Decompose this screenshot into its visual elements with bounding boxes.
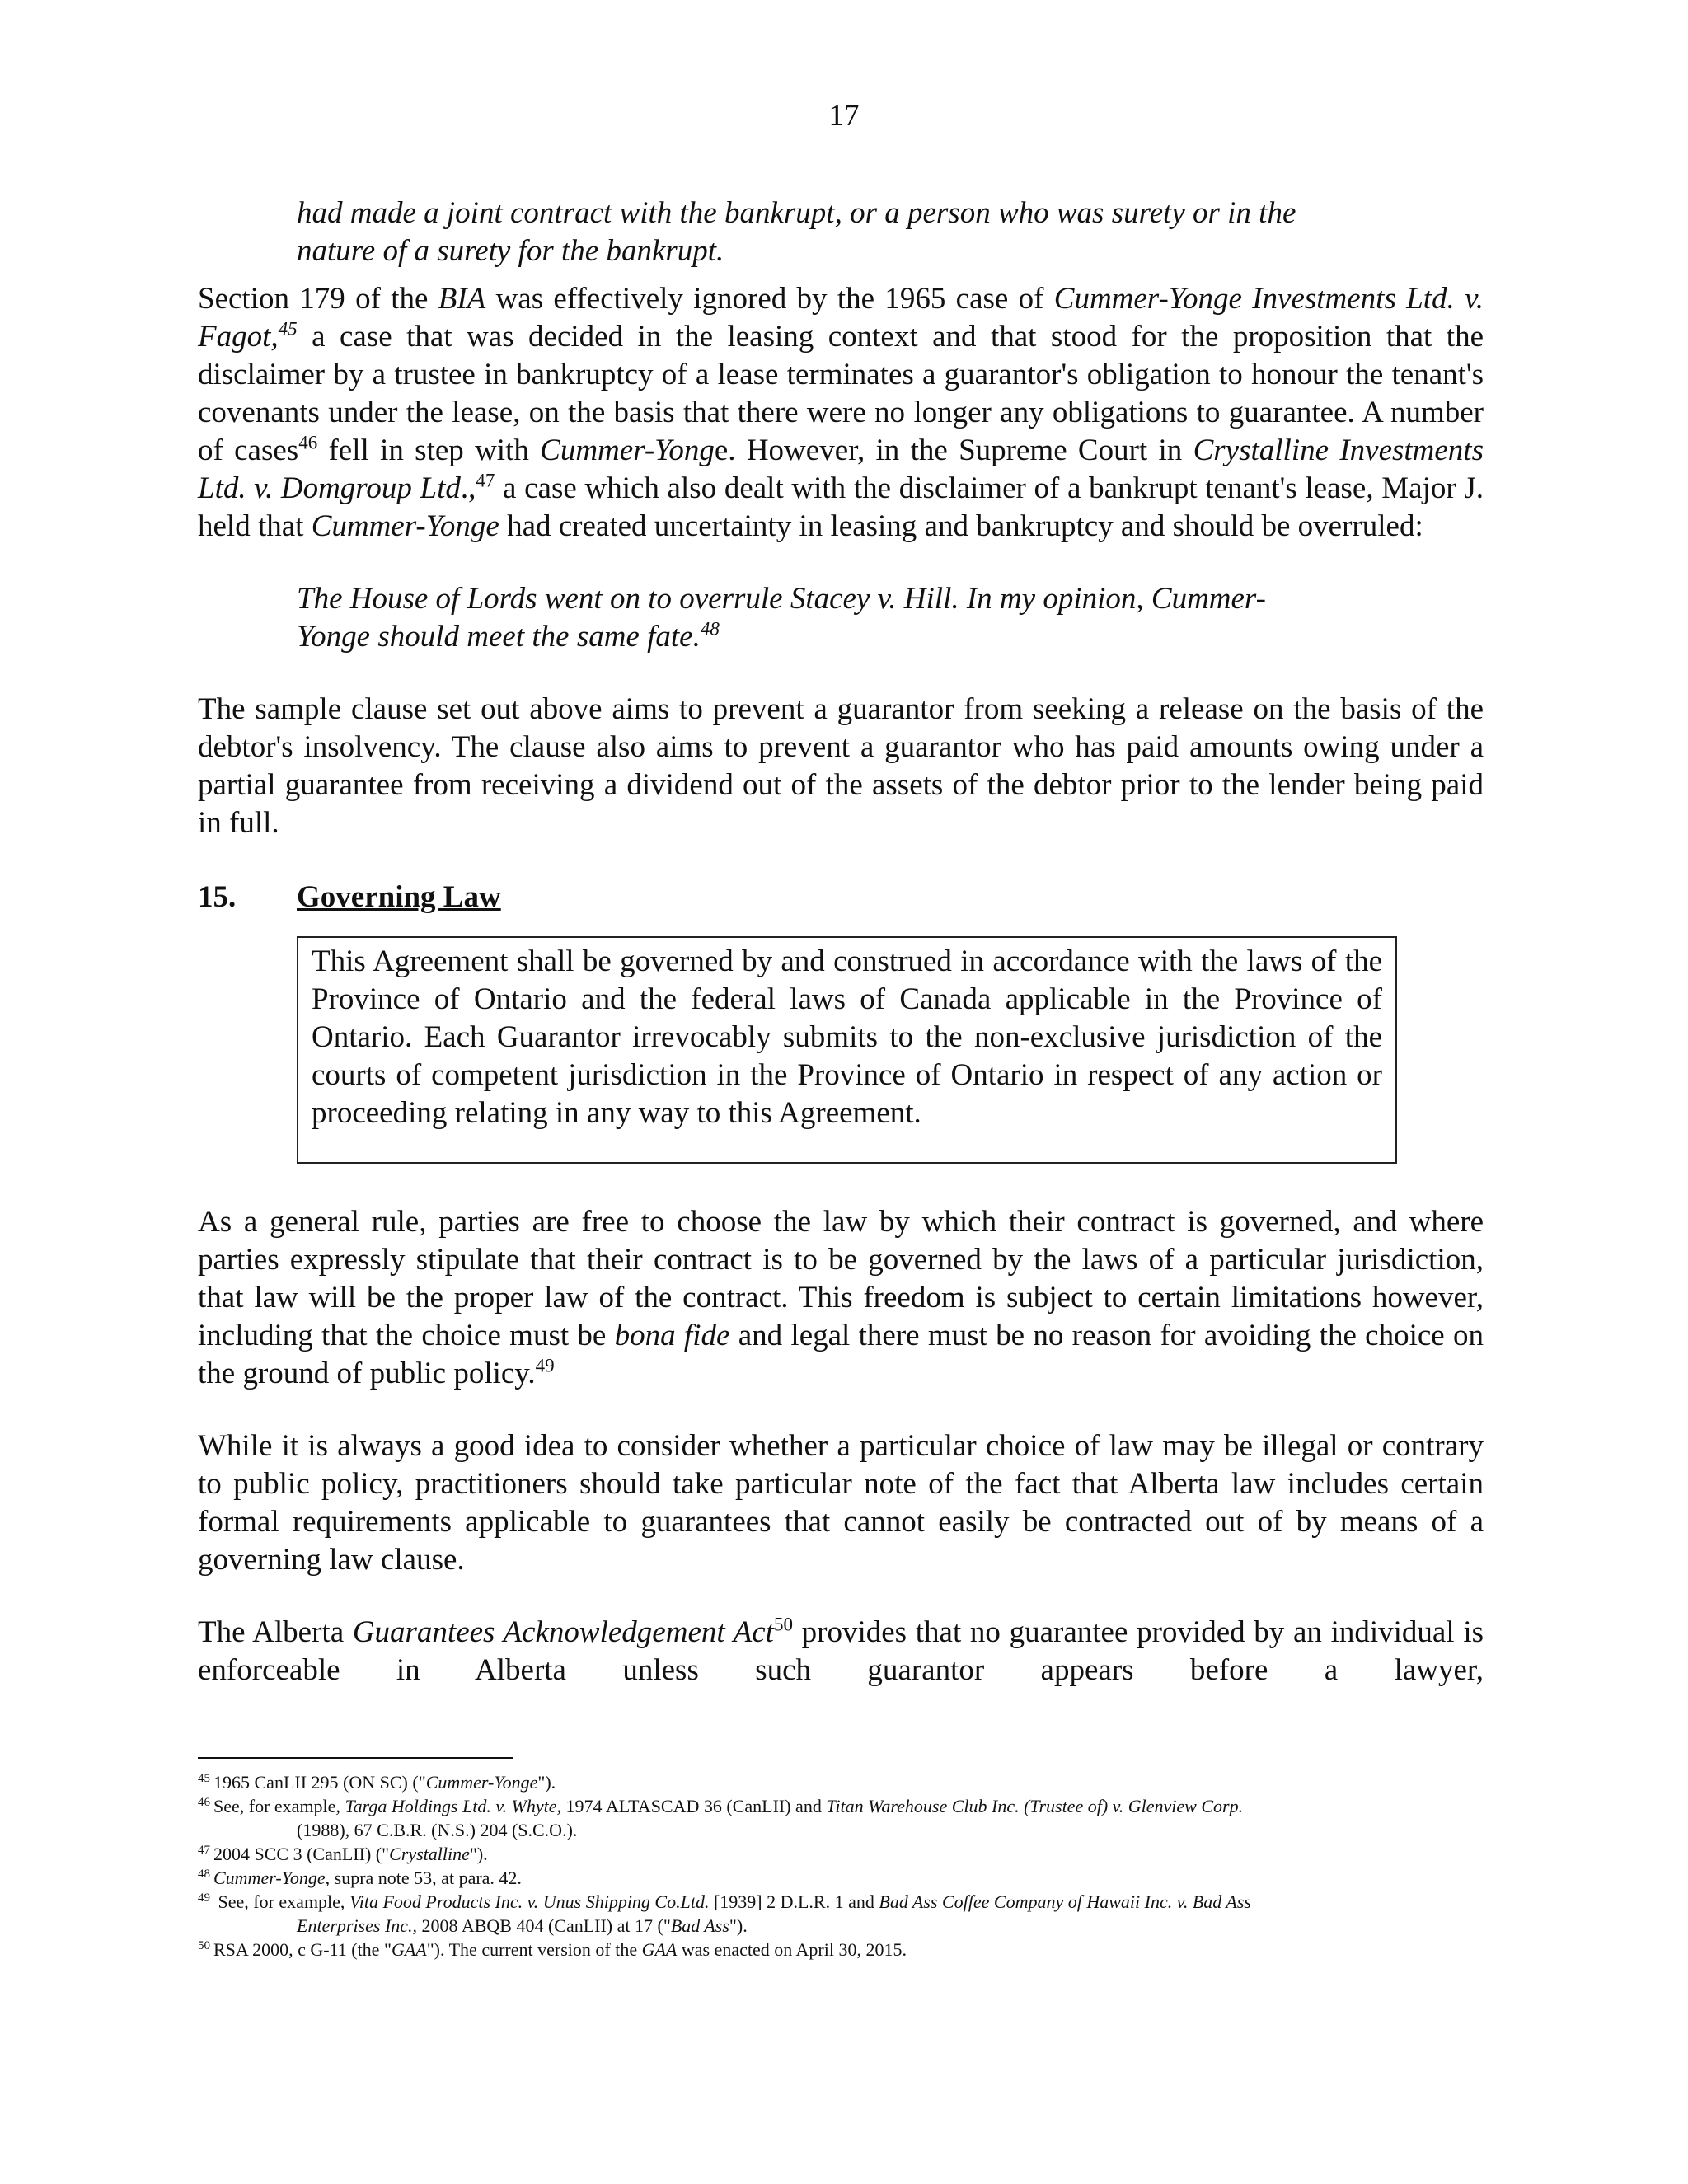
footnote-50 xyxy=(198,1938,1484,1961)
act-abbrev: GAA xyxy=(641,1939,678,1960)
paragraph-alberta-gaa xyxy=(198,1614,1484,1690)
paragraph-section-179 xyxy=(198,280,1484,546)
paragraph-sample-clause: The sample clause set out above aims to prevent a guarantor from seeking a release on the basis of the debtor's insolvency. The clause also aims to prevent a guarantor who has paid amounts owing under a partial guarantee from receiving a dividend out of the assets of the debtor prior to the lender being paid in full. xyxy=(198,692,1484,840)
text-run: was effectively ignored by the 1965 case of xyxy=(485,282,1054,316)
text-run: "). xyxy=(469,1844,488,1864)
footnote-mark: 50 xyxy=(198,1938,210,1952)
footnote-ref[interactable]: 49 xyxy=(535,1355,555,1376)
italic-run: bona fide xyxy=(614,1319,730,1352)
footnote-mark: 48 xyxy=(198,1867,210,1881)
quote-line: The House of Lords went on to overrule Stacey v. Hill. In my opinion, Cummer- xyxy=(297,582,1266,616)
case-name: Bad Ass xyxy=(670,1915,729,1936)
quote-line: nature of a surety for the bankrupt. xyxy=(297,234,724,268)
clause-text: This Agreement shall be governed by and construed in accordance with the laws of the Province of Ontario and the federal laws of Canada applicable in the Province of Ontario. Each Guarantor irrevocably submits to the non-exclusive jurisdiction of the courts of competent jurisdiction in the Province of Ontario in respect of any action or proceeding relating in any way to this Agreement. xyxy=(312,944,1382,1130)
case-name: Crystalline Investments Ltd. v. Domgroup Ltd xyxy=(198,434,1484,505)
text-run: See, for example, xyxy=(213,1891,349,1912)
text-run: a case that was decided in the leasing context and that stood for the proposition that the disclaimer by a trustee in bankruptcy of a lease terminates a guarantor's obligation to honour the tenant's covenants under the lease, on the basis that there were no longer any obligations to guarantee. A number of cases xyxy=(198,320,1484,467)
text-run: , supra note 53, at para. 42. xyxy=(325,1868,522,1888)
text-run: 2008 ABQB 404 (CanLII) at 17 (" xyxy=(417,1915,671,1936)
quote-line: had made a joint contract with the bankrupt, or a person who was surety or in the xyxy=(297,196,1296,230)
case-name: Titan Warehouse Club Inc. (Trustee of) v. Glenview Corp. xyxy=(826,1796,1244,1816)
text-run: fell in step with xyxy=(317,434,541,467)
case-name: Enterprises Inc., xyxy=(297,1915,418,1936)
case-name: Targa Holdings Ltd. v. Whyte, xyxy=(345,1796,562,1816)
italic-run: BIA xyxy=(438,282,486,316)
footnotes xyxy=(198,1770,1484,1961)
governing-law-clause-box xyxy=(297,936,1397,1164)
text-run: "). xyxy=(729,1915,748,1936)
footnote-ref[interactable]: 48 xyxy=(700,618,720,640)
case-name: Cummer-Yonge Investments Ltd. v. Fagot, xyxy=(198,282,1484,354)
case-name: Cummer-Yonge xyxy=(213,1868,326,1888)
footnote-mark: 45 xyxy=(198,1771,210,1785)
text-run: 1965 CanLII 295 (ON SC) (" xyxy=(213,1772,426,1793)
footnote-46 xyxy=(198,1794,1484,1842)
footnote-mark: 47 xyxy=(198,1843,210,1857)
text-run: provides that no guarantee provided by an individual is enforceable in Alberta unless such guarantor appears before a lawyer, xyxy=(198,1615,1484,1687)
footnote-48 xyxy=(198,1866,1484,1890)
block-quote-bia xyxy=(297,194,1385,270)
text-run: (1988), 67 C.B.R. (N.S.) 204 (S.C.O.). xyxy=(297,1820,578,1840)
case-name: Bad Ass Coffee Company of Hawaii Inc. v. Bad Ass xyxy=(879,1891,1251,1912)
footnote-ref[interactable]: 46 xyxy=(298,432,318,453)
main-content xyxy=(198,194,1484,1690)
text-run: a case which also dealt with the disclaimer of a bankrupt tenant's lease, Major J. held that xyxy=(198,471,1484,543)
text-run: 2004 SCC 3 (CanLII) (" xyxy=(213,1844,390,1864)
page-number: 17 xyxy=(828,99,860,133)
footnote-ref[interactable]: 45 xyxy=(278,318,298,340)
case-name: Vita Food Products Inc. v. Unus Shipping Co.Ltd. xyxy=(349,1891,710,1912)
text-run: e. However, in the Supreme Court in xyxy=(714,434,1193,467)
text-run: See, for example, xyxy=(213,1796,345,1816)
paragraph-choice-of-law: While it is always a good idea to consider whether a particular choice of law may be illegal or contrary to public policy, practitioners should take particular note of the fact that Alberta law includes certain formal requirements applicable to guarantees that cannot easily be contracted out of by means of a governing law clause. xyxy=(198,1429,1484,1577)
footnote-49 xyxy=(198,1890,1484,1938)
case-name: Cummer-Yonge xyxy=(425,1772,538,1793)
footnote-ref[interactable]: 50 xyxy=(773,1614,793,1635)
act-name: Guarantees Acknowledgement Act xyxy=(352,1615,774,1649)
text-run: As a general rule, parties are free to choose the law by which their contract is governed, and where parties expressly stipulate that their contract is to be governed by the laws of a particular jurisdiction, that law will be the proper law of the contract. This freedom is subject to certain limitations however, including that the choice must be xyxy=(198,1205,1484,1352)
footnote-45 xyxy=(198,1770,1484,1794)
text-run: [1939] 2 D.L.R. 1 and xyxy=(709,1891,879,1912)
footnote-47 xyxy=(198,1842,1484,1866)
text-run: RSA 2000, c G-11 (the " xyxy=(213,1939,392,1960)
text-run: The Alberta xyxy=(198,1615,353,1649)
text-run: 1974 ALTASCAD 36 (CanLII) and xyxy=(561,1796,827,1816)
text-run: "). xyxy=(537,1772,556,1793)
case-name: Crystalline xyxy=(389,1844,470,1864)
quote-line: Yonge should meet the same fate. xyxy=(297,620,701,654)
block-quote-house-of-lords xyxy=(297,580,1385,656)
text-run: "). The current version of the xyxy=(426,1939,642,1960)
text-run: and legal there must be no reason for avoiding the choice on the ground of public policy. xyxy=(198,1319,1484,1390)
footnote-mark: 46 xyxy=(198,1795,210,1809)
paragraph-general-rule xyxy=(198,1203,1484,1393)
text-run: was enacted on April 30, 2015. xyxy=(677,1939,907,1960)
footnote-mark: 49 xyxy=(198,1891,210,1905)
case-name: Cummer-Yong xyxy=(540,434,715,467)
footnote-ref[interactable]: 47 xyxy=(476,470,495,491)
text-run: Section 179 of the xyxy=(198,282,438,316)
section-heading xyxy=(198,879,1484,916)
footnote-separator xyxy=(198,1757,513,1759)
text-run: had created uncertainty in leasing and bankruptcy and should be overruled: xyxy=(499,509,1423,543)
section-title: Governing Law xyxy=(297,880,501,914)
text-run: ., xyxy=(460,471,476,505)
section-number: 15. xyxy=(198,880,237,914)
case-name: Cummer-Yonge xyxy=(311,509,499,543)
act-abbrev: GAA xyxy=(391,1939,427,1960)
